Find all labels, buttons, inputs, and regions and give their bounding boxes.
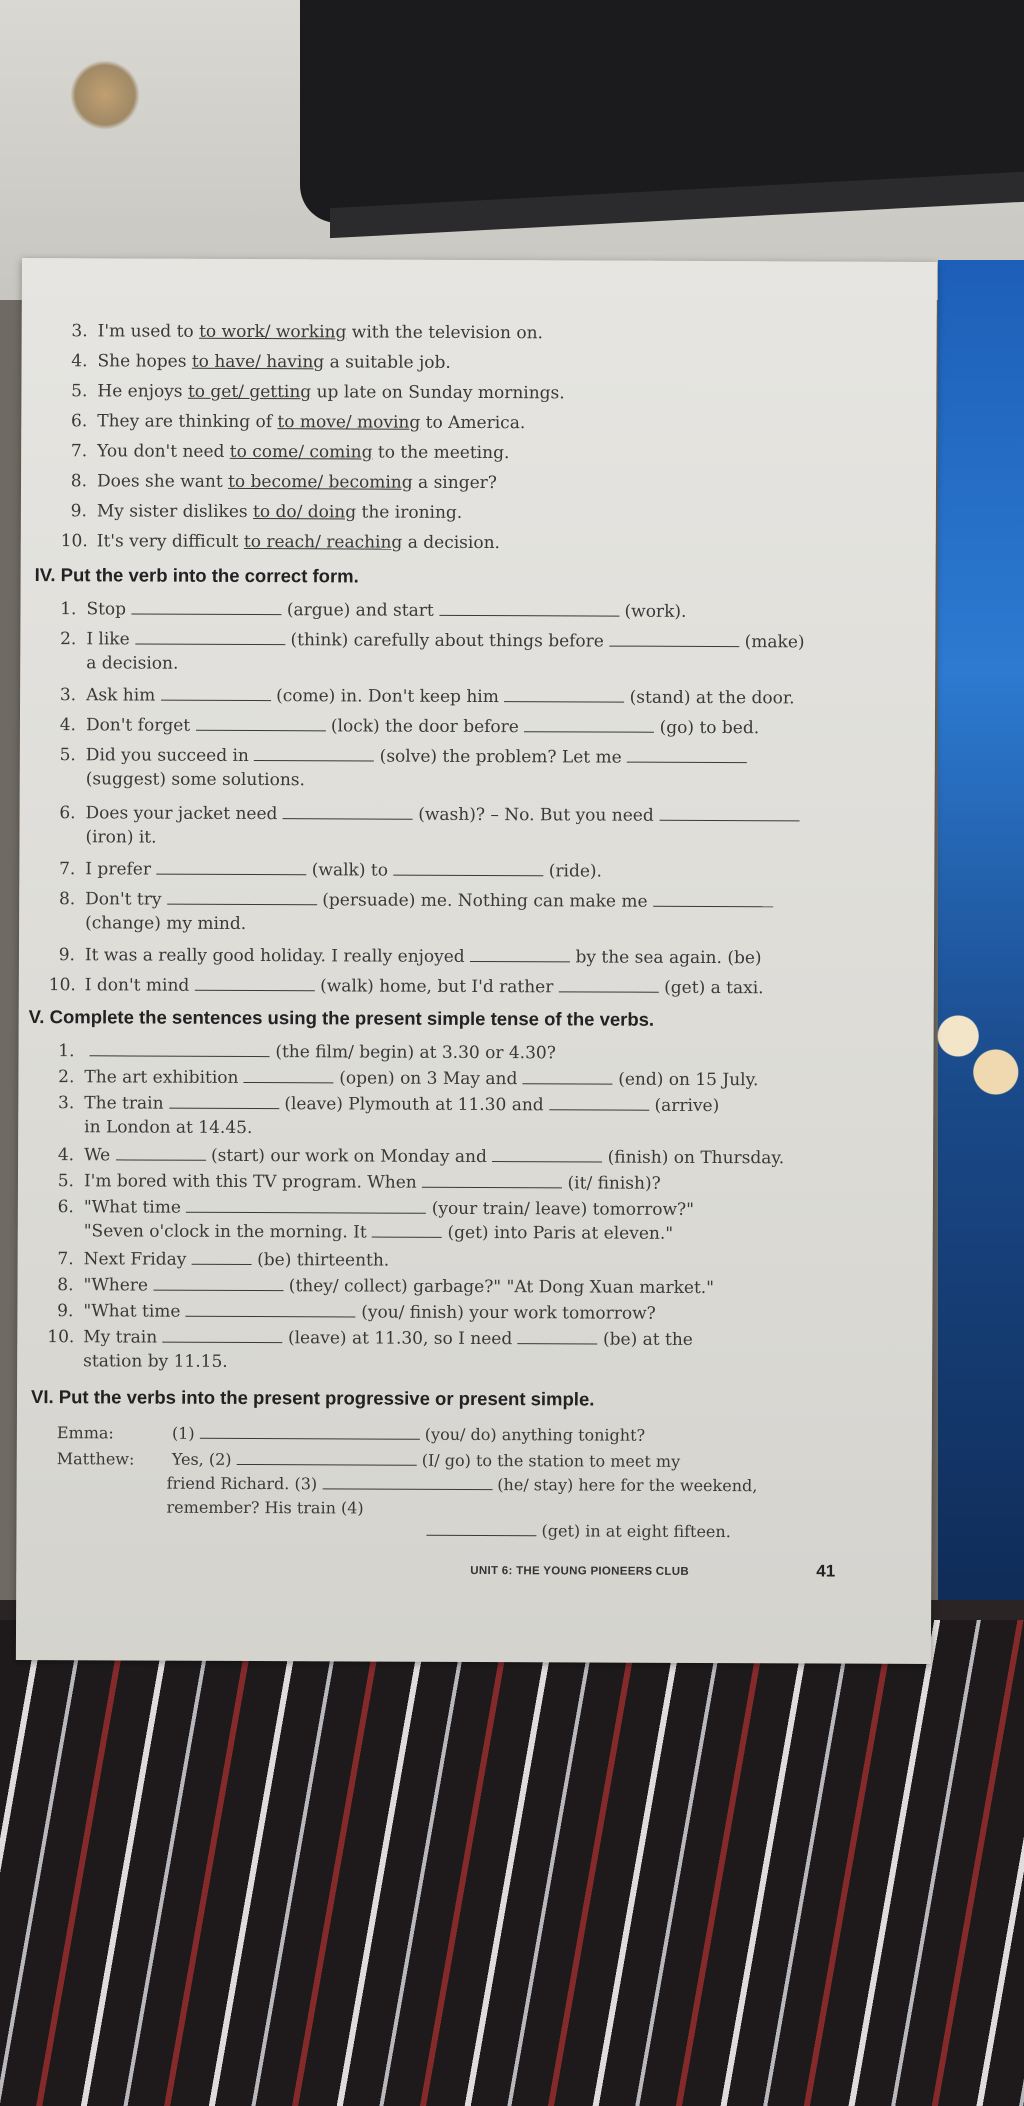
- exercise-4-item-7: 7. I prefer (walk) to (ride).: [59, 859, 603, 882]
- section-6-heading: VI. Put the verbs into the present progressive or present simple.: [30, 1386, 595, 1410]
- background-cloth: [0, 1620, 1024, 2106]
- exercise-5-item-3-cont: in London at 14.45.: [84, 1117, 253, 1139]
- answer-blank[interactable]: [153, 1276, 283, 1292]
- exercise-5-item-5: 5. I'm bored with this TV program. When (it/ finish)?: [57, 1171, 661, 1194]
- answer-blank[interactable]: [492, 1147, 602, 1162]
- answer-blank[interactable]: [549, 1095, 649, 1110]
- exercise-5-item-1: 1. (the film/ begin) at 3.30 or 4.30?: [58, 1041, 556, 1064]
- exercise-4-item-8: 8. Don't try (persuade) me. Nothing can make me: [49, 888, 773, 913]
- exercise-5-item-10: 10. My train (leave) at 11.30, so I need (be) at the: [47, 1327, 693, 1350]
- answer-blank[interactable]: [163, 1328, 283, 1344]
- answer-blank[interactable]: [559, 977, 659, 992]
- page-footer: UNIT 6: THE YOUNG PIONEERS CLUB: [470, 1564, 689, 1578]
- answer-blank[interactable]: [254, 746, 374, 762]
- answer-blank[interactable]: [393, 861, 543, 877]
- answer-blank[interactable]: [200, 1424, 420, 1440]
- answer-blank[interactable]: [426, 1521, 536, 1536]
- exercise-5-item-2: 2. The art exhibition (open) on 3 May and (end) on 15 July.: [58, 1067, 759, 1091]
- section-4-heading: IV. Put the verb into the correct form.: [34, 564, 359, 587]
- exercise-4-item-8-cont: (change) my mind.: [85, 913, 247, 934]
- answer-blank[interactable]: [167, 890, 317, 906]
- exercise-4-item-1: 1. Stop (argue) and start (work).: [60, 599, 687, 622]
- answer-blank[interactable]: [524, 717, 654, 733]
- exercise-5-item-4: 4. We (start) our work on Monday and (finish) on Thursday.: [57, 1145, 785, 1169]
- list-item: 7. You don't need to come/ coming to the meeting.: [70, 441, 510, 464]
- answer-blank[interactable]: [186, 1302, 356, 1318]
- dialogue-line-5: (get) in at eight fifteen.: [426, 1520, 730, 1543]
- exercise-4-item-6: 6. Does your jacket need (wash)? – No. But you need: [50, 802, 800, 827]
- exercise-5-item-6-cont: "Seven o'clock in the morning. It (get) into Paris at eleven.": [83, 1221, 674, 1244]
- list-item: 5. He enjoys to get/ getting up late on Sunday mornings.: [71, 381, 565, 404]
- answer-blank[interactable]: [135, 629, 285, 645]
- answer-blank[interactable]: [653, 892, 773, 908]
- answer-blank[interactable]: [439, 601, 619, 617]
- list-item: 4. She hopes to have/ having a suitable job.: [71, 351, 451, 373]
- exercise-4-item-6-cont: (iron) it.: [85, 827, 157, 848]
- exercise-4-item-9: 9. It was a really good holiday. I really enjoyed by the sea again. (be): [58, 945, 762, 969]
- answer-blank[interactable]: [116, 1145, 206, 1160]
- dialogue-line-3: friend Richard. (3) (he/ stay) here for the weekend,: [166, 1473, 758, 1496]
- section-5-heading: V. Complete the sentences using the present simple tense of the verbs.: [28, 1006, 655, 1030]
- answer-blank[interactable]: [659, 806, 799, 822]
- list-item: 10. It's very difficult to reach/ reaching a decision.: [60, 531, 500, 554]
- exercise-5-item-7: 7. Next Friday (be) thirteenth.: [57, 1249, 390, 1271]
- background-pattern: [930, 1000, 1024, 1120]
- speaker-matthew: Matthew:: [56, 1449, 135, 1469]
- answer-blank[interactable]: [244, 1068, 334, 1083]
- exercise-4-item-10: 10. I don't mind (walk) home, but I'd rather (get) a taxi.: [48, 975, 764, 999]
- answer-blank[interactable]: [504, 687, 624, 703]
- list-item: 8. Does she want to become/ becoming a singer?: [70, 471, 497, 494]
- exercise-5-item-10-cont: station by 11.15.: [83, 1351, 228, 1372]
- exercise-5-item-9: 9. "What time (you/ finish) your work tomorrow?: [57, 1301, 656, 1324]
- background-light: [70, 60, 140, 130]
- dialogue-line-1: Emma: (1) (you/ do) anything tonight?: [56, 1423, 646, 1445]
- exercise-4-item-4: 4. Don't forget (lock) the door before (go) to bed.: [59, 715, 760, 739]
- background-blue-object: [938, 260, 1024, 1630]
- answer-blank[interactable]: [192, 1250, 252, 1265]
- list-item: 3. I'm used to to work/ working with the television on.: [71, 321, 544, 344]
- exercise-5-item-6: 6. "What time (your train/ leave) tomorrow?": [57, 1197, 695, 1220]
- answer-blank[interactable]: [131, 599, 281, 615]
- exercise-4-item-5: 5. Did you succeed in (solve) the problem? Let me: [50, 744, 747, 769]
- answer-blank[interactable]: [322, 1474, 492, 1490]
- answer-blank[interactable]: [283, 804, 413, 820]
- page-number: 41: [816, 1561, 836, 1581]
- dialogue-line-2: Matthew: Yes, (2) (I/ go) to the station to meet my: [56, 1449, 681, 1471]
- exercise-4-item-5-cont: (suggest) some solutions.: [85, 769, 305, 791]
- answer-blank[interactable]: [422, 1173, 562, 1189]
- workbook-page: [16, 258, 937, 1664]
- answer-blank[interactable]: [518, 1329, 598, 1344]
- answer-blank[interactable]: [169, 1094, 279, 1109]
- exercise-4-item-2-cont: a decision.: [86, 653, 179, 674]
- answer-blank[interactable]: [90, 1041, 270, 1057]
- answer-blank[interactable]: [372, 1223, 442, 1238]
- exercise-5-item-8: 8. "Where (they/ collect) garbage?" "At Dong Xuan market.": [57, 1275, 715, 1299]
- answer-blank[interactable]: [470, 947, 570, 962]
- answer-blank[interactable]: [609, 632, 739, 648]
- exercise-4-item-2: 2. I like (think) carefully about things before (make): [60, 629, 805, 653]
- list-item: 6. They are thinking of to move/ moving to America.: [71, 411, 526, 434]
- answer-blank[interactable]: [161, 686, 271, 701]
- answer-blank[interactable]: [195, 976, 315, 992]
- answer-blank[interactable]: [237, 1450, 417, 1466]
- speaker-emma: Emma:: [56, 1423, 114, 1443]
- list-item: 9. My sister dislikes to do/ doing the ironing.: [70, 501, 463, 523]
- exercise-4-item-3: 3. Ask him (come) in. Don't keep him (stand) at the door.: [59, 685, 795, 709]
- answer-blank[interactable]: [523, 1069, 613, 1084]
- answer-blank[interactable]: [627, 748, 747, 764]
- answer-blank[interactable]: [196, 716, 326, 732]
- answer-blank[interactable]: [156, 860, 306, 876]
- dialogue-line-4: remember? His train (4): [166, 1497, 364, 1518]
- exercise-5-item-3: 3. The train (leave) Plymouth at 11.30 and (arrive): [58, 1093, 720, 1117]
- answer-blank[interactable]: [186, 1198, 426, 1214]
